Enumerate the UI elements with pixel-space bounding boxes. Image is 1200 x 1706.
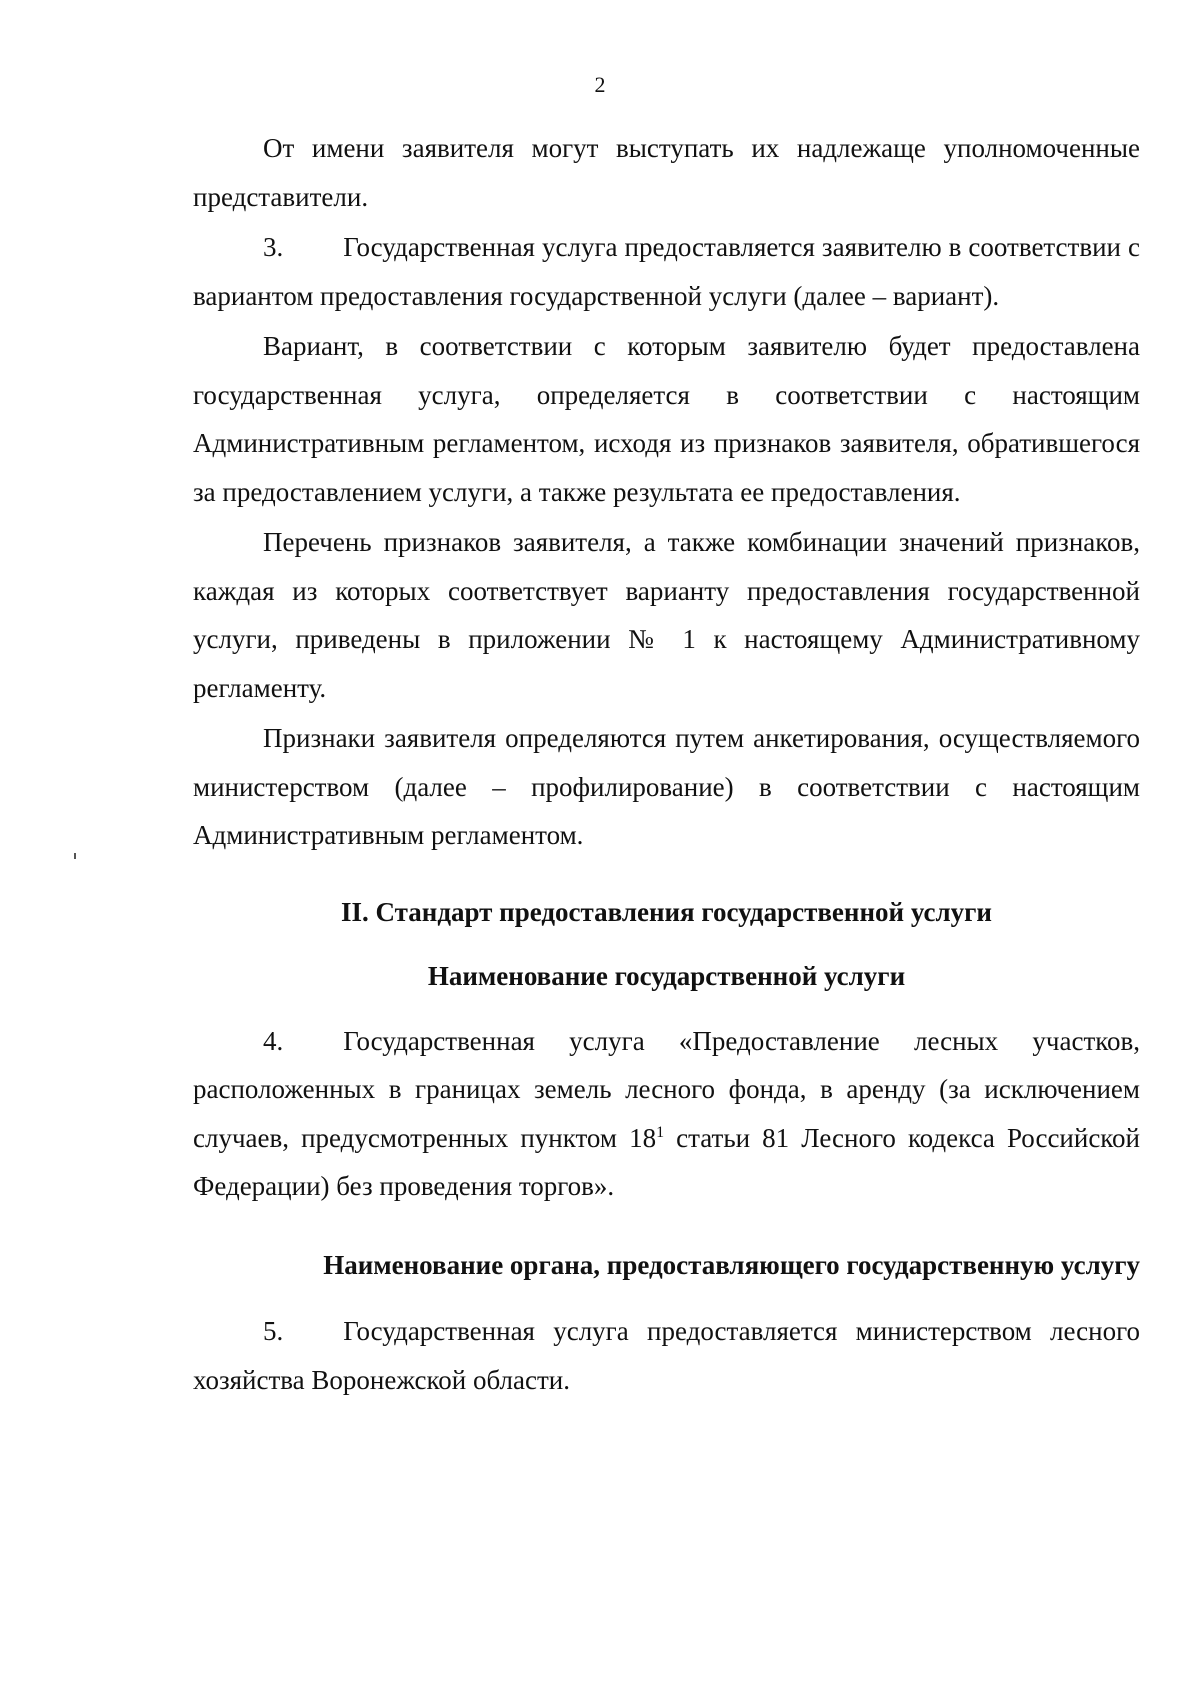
paragraph-3-text: Государственная услуга предоставляется заявителю в соответствии с вариантом предоставления государственной услуги (далее – вариант). [193, 232, 1140, 311]
margin-mark [74, 853, 76, 859]
paragraph-5-text: Государственная услуга предоставляется министерством лесного хозяйства Воронежской области. [193, 1316, 1140, 1395]
paragraph-5 [193, 1307, 1140, 1404]
paragraph-3 [193, 223, 1140, 320]
paragraph-3-number: 3. [263, 232, 284, 262]
superscript-1: 1 [656, 1123, 665, 1141]
document-body [193, 124, 1140, 1404]
paragraph-profiling: Признаки заявителя определяются путем анкетирования, осуществляемого министерством (далее – профилирование) в соответствии с настоящим Административным регламентом. [193, 723, 1140, 850]
paragraph-4 [193, 1017, 1140, 1211]
subsection-service-name: Наименование государственной услуги [427, 961, 906, 991]
paragraph-signs-list: Перечень признаков заявителя, а также комбинации значений признаков, каждая из которых соответствует варианту предоставления государственной услуги, приведены в приложении № 1 к настоящему Административному регламенту. [193, 527, 1140, 703]
paragraph-4-text-b: статьи 81 Лесного кодекса Российской Федерации) без проведения торгов». [193, 1122, 1141, 1201]
paragraph-representatives: От имени заявителя могут выступать их надлежаще уполномоченные представители. [193, 133, 1140, 212]
page-number: 2 [594, 72, 606, 97]
paragraph-4-number: 4. [263, 1025, 284, 1056]
paragraph-variant: Вариант, в соответствии с которым заявителю будет предоставлена государственная услуга, определяется в соответствии с настоящим Административным регламентом, исходя из признаков заявителя, обратившегося за предоставлением услуги, а также результата ее предоставления. [193, 331, 1140, 507]
paragraph-5-number: 5. [263, 1316, 284, 1346]
section-title: II. Стандарт предоставления государственной услуги [341, 896, 992, 927]
paragraph-4-text-a: Государственная услуга «Предоставление лесных участков, расположенных в границах земель лесного фонда, в аренду (за исключением случаев, предусмотренных пунктом 18 [193, 1025, 1140, 1153]
subsection-authority-name: Наименование органа, предоставляющего государственную услугу [323, 1249, 1140, 1280]
